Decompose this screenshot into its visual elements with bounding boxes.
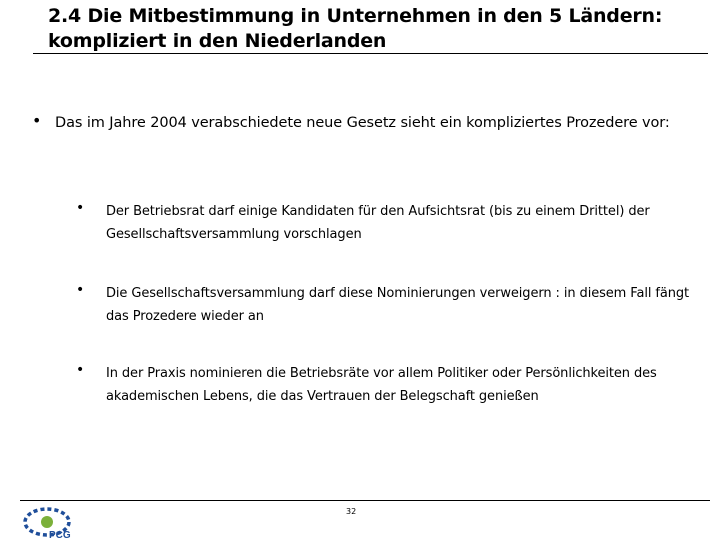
page-number: 32	[346, 507, 357, 516]
title-line-1: 2.4 Die Mitbestimmung in Unternehmen in den 5 Ländern:	[48, 5, 663, 27]
pcg-logo	[17, 502, 87, 540]
bullet-icon: •	[32, 111, 42, 130]
logo-text: PCG	[49, 530, 71, 540]
title-divider	[33, 53, 708, 54]
sub-bullet-text: Die Gesellschaftsversammlung darf diese Nominierungen verweigern : in diesem Fall fängt das Prozedere wieder an	[106, 286, 690, 324]
sub-bullet-text: Der Betriebsrat darf einige Kandidaten für den Aufsichtsrat (bis zu einem Drittel) der Gesellschaftsversammlung vorschlagen	[106, 204, 650, 242]
bullet-icon: •	[76, 362, 85, 378]
bullet-icon: •	[76, 200, 85, 216]
sub-bullet-text: In der Praxis nominieren die Betriebsräte vor allem Politiker oder Persönlichkeiten des akademischen Lebens, die das Vertrauen der Belegschaft genießen	[106, 366, 657, 404]
title-line-2: kompliziert in den Niederlanden	[48, 30, 387, 52]
main-bullet-text: Das im Jahre 2004 verabschiedete neue Gesetz sieht ein kompliziertes Prozedere vor:	[55, 115, 670, 131]
slide-title	[48, 4, 708, 54]
footer-divider	[20, 500, 710, 501]
bullet-icon: •	[76, 282, 85, 298]
logo-core	[41, 516, 53, 528]
